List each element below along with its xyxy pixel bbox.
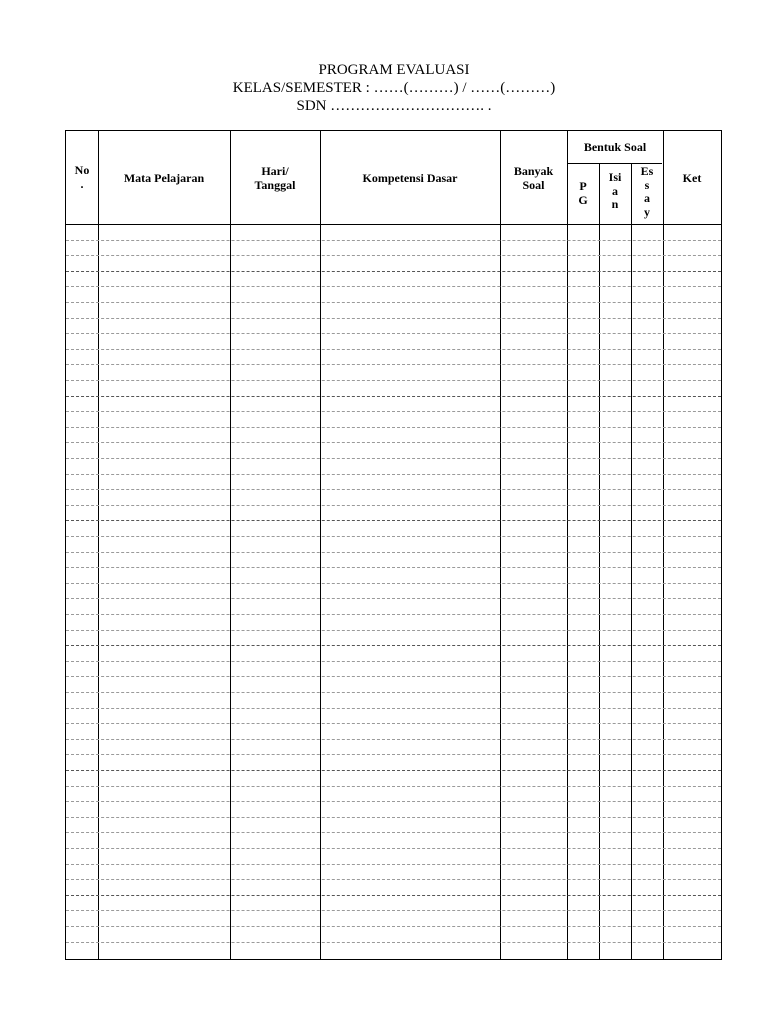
table-row-line xyxy=(66,926,721,927)
table-row-line xyxy=(66,910,721,911)
table-row-line xyxy=(66,349,721,350)
table-row-line xyxy=(66,302,721,303)
table-row-line xyxy=(66,505,721,506)
table-row-line xyxy=(66,333,721,334)
header-kompetensi-dasar: Kompetensi Dasar xyxy=(362,171,458,185)
table-row-line xyxy=(66,895,721,896)
header-banyak-soal: Banyak Soal xyxy=(513,164,554,192)
header-no: No . xyxy=(74,163,90,191)
table-row-line xyxy=(66,458,721,459)
document-title xyxy=(0,61,768,115)
table-row-line xyxy=(66,271,721,272)
table-row-line xyxy=(66,598,721,599)
table-row-line xyxy=(66,801,721,802)
table-row-line xyxy=(66,318,721,319)
header-mata-pelajaran: Mata Pelajaran xyxy=(123,171,205,185)
header-hari-tanggal: Hari/ Tanggal xyxy=(254,164,296,192)
table-row-line xyxy=(66,442,721,443)
table-row-line xyxy=(66,786,721,787)
table-row-line xyxy=(66,614,721,615)
table-row-line xyxy=(66,396,721,397)
table-row-line xyxy=(66,286,721,287)
title-kelas-semester: KELAS/SEMESTER : ……(………) / ……(………) xyxy=(232,80,556,96)
table-body xyxy=(66,224,721,959)
table-row-line xyxy=(66,754,721,755)
table-row-line xyxy=(66,676,721,677)
table-row-line xyxy=(66,489,721,490)
table-row-line xyxy=(66,661,721,662)
table-row-line xyxy=(66,692,721,693)
table-row-line xyxy=(66,739,721,740)
table-row-line xyxy=(66,583,721,584)
table-row-line xyxy=(66,770,721,771)
table-row-line xyxy=(66,536,721,537)
header-pg: P G xyxy=(578,179,588,207)
table-row-line xyxy=(66,364,721,365)
table-row-line xyxy=(66,520,721,521)
table-row-line xyxy=(66,817,721,818)
header-essay: Es s a y xyxy=(640,164,654,219)
table-row-line xyxy=(66,723,721,724)
header-ket: Ket xyxy=(682,171,702,185)
table-row-line xyxy=(66,708,721,709)
table-row-line xyxy=(66,474,721,475)
table-row-line xyxy=(66,427,721,428)
header-bentuk-soal: Bentuk Soal xyxy=(583,140,647,154)
table-row-line xyxy=(66,567,721,568)
header-isian: Isi a n xyxy=(608,170,622,211)
table-row-line xyxy=(66,942,721,943)
table-row-line xyxy=(66,255,721,256)
table-row-line xyxy=(66,552,721,553)
table-row-line xyxy=(66,864,721,865)
table-row-line xyxy=(66,240,721,241)
title-program-evaluasi: PROGRAM EVALUASI xyxy=(318,62,470,78)
table-row-line xyxy=(66,832,721,833)
table-row-line xyxy=(66,630,721,631)
table-row-line xyxy=(66,380,721,381)
table-row-line xyxy=(66,645,721,646)
evaluation-table xyxy=(65,130,722,960)
title-sdn: SDN …………………………. . xyxy=(296,98,492,114)
table-row-line xyxy=(66,411,721,412)
table-row-line xyxy=(66,879,721,880)
table-row-line xyxy=(66,848,721,849)
